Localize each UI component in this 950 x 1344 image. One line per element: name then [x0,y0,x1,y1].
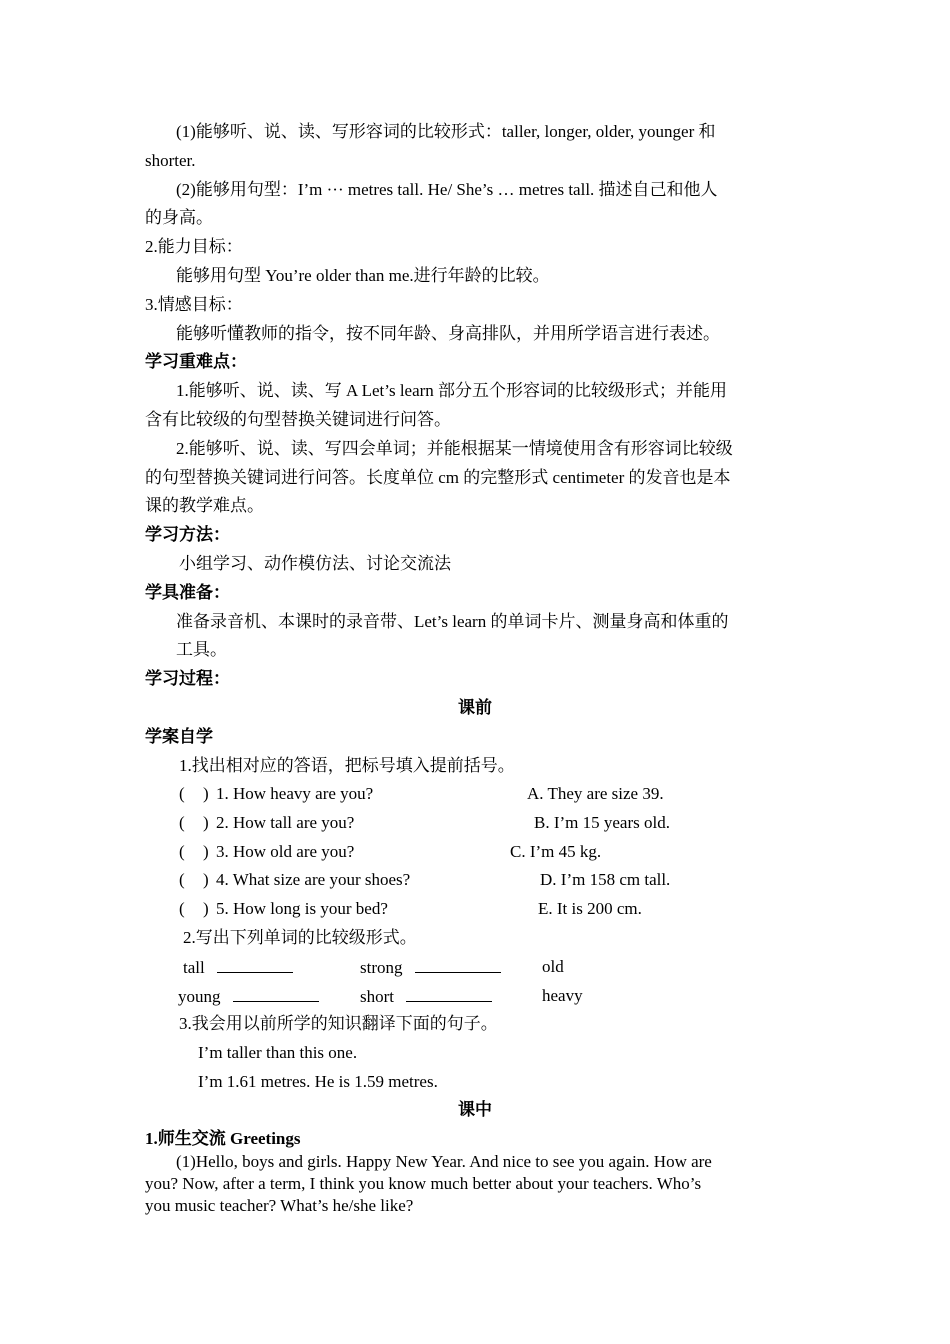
matching-paren-close: ) [203,784,209,803]
matching-question: 1. How heavy are you? [216,784,374,803]
word-item [183,955,293,980]
matching-answer: B. I’m 15 years old. [534,813,670,832]
matching-paren-open: ( [179,813,185,832]
matching-answer: A. They are size 39. [527,784,664,803]
matching-paren-close: ) [203,870,209,889]
answer-blank[interactable] [415,955,501,973]
word-item [360,984,492,1009]
objective-1-line2: shorter. [145,151,196,170]
emotion-heading: 3.情感目标： [145,295,243,314]
answer-blank[interactable] [233,984,319,1002]
emotion-text: 能够听懂教师的指令，按不同年龄、身高排队，并用所学语言进行表述。 [176,324,720,343]
matching-question: 5. How long is your bed? [216,899,388,918]
matching-answer: C. I’m 45 kg. [510,842,602,861]
task-1-instruction: 1.找出相对应的答语，把标号填入提前括号。 [179,756,515,775]
key-point-1-line1: 1.能够听、说、读、写 A Let’s learn 部分五个形容词的比较级形式；并能用 [176,381,728,400]
word-label: heavy [542,986,583,1005]
matching-paren-open: ( [179,842,185,861]
matching-paren-open: ( [179,784,185,803]
objective-2-line1: (2)能够用句型：I’m ··· metres tall. He/ She’s … metres tall. 描述自己和他人 [176,180,718,199]
process-heading: 学习过程： [145,669,230,688]
word-item [178,984,319,1009]
matching-question: 2. How tall are you? [216,813,355,832]
key-point-2-line2: 的句型替换关键词进行问答。长度单位 cm 的完整形式 centimeter 的发音也是本 [145,468,731,487]
key-point-2-line3: 课的教学难点。 [145,496,264,515]
key-point-2-line1: 2.能够听、说、读、写四会单词；并能根据某一情境使用含有形容词比较级 [176,439,733,458]
task-2-instruction: 2.写出下列单词的比较级形式。 [183,928,417,947]
greetings-para-line1: (1)Hello, boys and girls. Happy New Year. And nice to see you again. How are [176,1152,712,1171]
preparation-line2: 工具。 [176,640,227,659]
word-label: short [360,987,394,1006]
translate-sentence-1: I’m taller than this one. [198,1043,358,1062]
self-study-heading: 学案自学 [145,727,213,746]
word-label: young [178,987,221,1006]
in-class-title: 课中 [458,1100,492,1119]
greetings-para-line3: you music teacher? What’s he/she like? [145,1196,414,1215]
matching-paren-close: ) [203,813,209,832]
word-item [360,955,501,980]
task-3-instruction: 3.我会用以前所学的知识翻译下面的句子。 [179,1014,498,1033]
matching-answer: D. I’m 158 cm tall. [540,870,671,889]
word-item [542,955,564,979]
answer-blank[interactable] [217,955,293,973]
matching-paren-open: ( [179,870,185,889]
key-points-heading: 学习重难点： [145,352,247,371]
ability-heading: 2.能力目标： [145,237,243,256]
greetings-heading: 1.师生交流 Greetings [145,1129,301,1148]
preparation-line1: 准备录音机、本课时的录音带、Let’s learn 的单词卡片、测量身高和体重的 [176,612,729,631]
objective-1-line1: (1)能够听、说、读、写形容词的比较形式：taller, longer, older, younger 和 [176,122,716,141]
matching-paren-close: ) [203,899,209,918]
answer-blank[interactable] [406,984,492,1002]
methods-heading: 学习方法： [145,525,230,544]
translate-sentence-2: I’m 1.61 metres. He is 1.59 metres. [198,1072,438,1091]
pre-class-title: 课前 [458,698,492,717]
matching-question: 4. What size are your shoes? [216,870,411,889]
matching-paren-close: ) [203,842,209,861]
word-label: strong [360,958,403,977]
matching-paren-open: ( [179,899,185,918]
word-label: old [542,957,564,976]
key-point-1-line2: 含有比较级的句型替换关键词进行问答。 [145,410,451,429]
word-label: tall [183,958,205,977]
matching-question: 3. How old are you? [216,842,355,861]
word-item [542,984,583,1008]
greetings-para-line2: you? Now, after a term, I think you know much better about your teachers. Who’s [145,1174,702,1193]
preparation-heading: 学具准备： [145,583,230,602]
methods-text: 小组学习、动作模仿法、讨论交流法 [179,554,451,573]
ability-text: 能够用句型 You’re older than me.进行年龄的比较。 [176,266,550,285]
matching-answer: E. It is 200 cm. [538,899,642,918]
objective-2-line2: 的身高。 [145,208,213,227]
